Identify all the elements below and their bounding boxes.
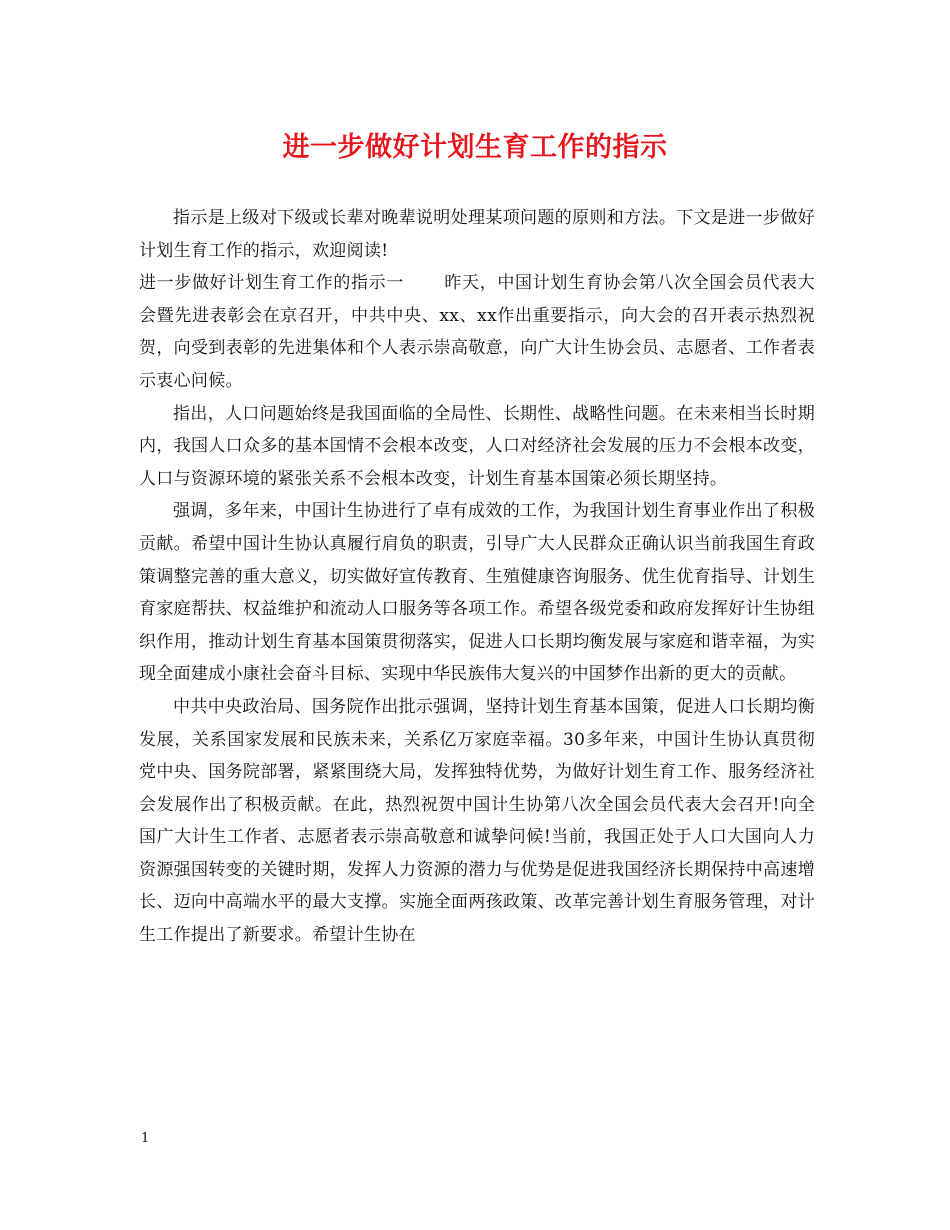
section-one-text: 昨天，中国计划生育协会第八次全国会员代表大会暨先进表彰会在京召开，中共中央、xx、xx作出重要指示，向大会的召开表示热烈祝贺，向受到表彰的先进集体和个人表示崇高敬意，向广大计生协会员、志愿者、工作者表示衷心问候。 bbox=[139, 273, 815, 391]
page-number: 1 bbox=[141, 1131, 150, 1146]
document-title: 进一步做好计划生育工作的指示 bbox=[282, 132, 668, 163]
body-paragraph-2: 指出，人口问题始终是我国面临的全局性、长期性、战略性问题。在未来相当长时期内，我国人口众多的基本国情不会根本改变，人口对经济社会发展的压力不会根本改变，人口与资源环境的紧张关系不会根本改变，计划生育基本国策必须长期坚持。 bbox=[139, 403, 815, 489]
document-body bbox=[139, 202, 815, 952]
body-paragraph-3: 强调，多年来，中国计生协进行了卓有成效的工作，为我国计划生育事业作出了积极贡献。希望中国计生协认真履行肩负的职责，引导广大人民群众正确认识当前我国生育政策调整完善的重大意义，切实做好宣传教育、生殖健康咨询服务、优生优育指导、计划生育家庭帮扶、权益维护和流动人口服务等各项工作。希望各级党委和政府发挥好计生协组织作用，推动计划生育基本国策贯彻落实，促进人口长期均衡发展与家庭和谐幸福，为实现全面建成小康社会奋斗目标、实现中华民族伟大复兴的中国梦作出新的更大的贡献。 bbox=[139, 501, 815, 685]
intro-paragraph: 指示是上级对下级或长辈对晚辈说明处理某项问题的原则和方法。下文是进一步做好计划生育工作的指示，欢迎阅读! bbox=[139, 208, 815, 261]
section-heading: 进一步做好计划生育工作的指示一 bbox=[139, 273, 404, 294]
body-paragraph-4: 中共中央政治局、国务院作出批示强调，坚持计划生育基本国策，促进人口长期均衡发展，关系国家发展和民族未来，关系亿万家庭幸福。30多年来，中国计生协认真贯彻党中央、国务院部署，紧紧围绕大局，发挥独特优势，为做好计划生育工作、服务经济社会发展作出了积极贡献。在此，热烈祝贺中国计生协第八次全国会员代表大会召开!向全国广大计生工作者、志愿者表示崇高敬意和诚挚问候!当前，我国正处于人口大国向人力资源强国转变的关键时期，发挥人力资源的潜力与优势是促进我国经济长期保持中高速增长、迈向中高端水平的最大支撑。实施全面两孩政策、改革完善计划生育服务管理，对计生工作提出了新要求。希望计生协在 bbox=[139, 696, 815, 946]
section-one-paragraph bbox=[139, 267, 815, 397]
